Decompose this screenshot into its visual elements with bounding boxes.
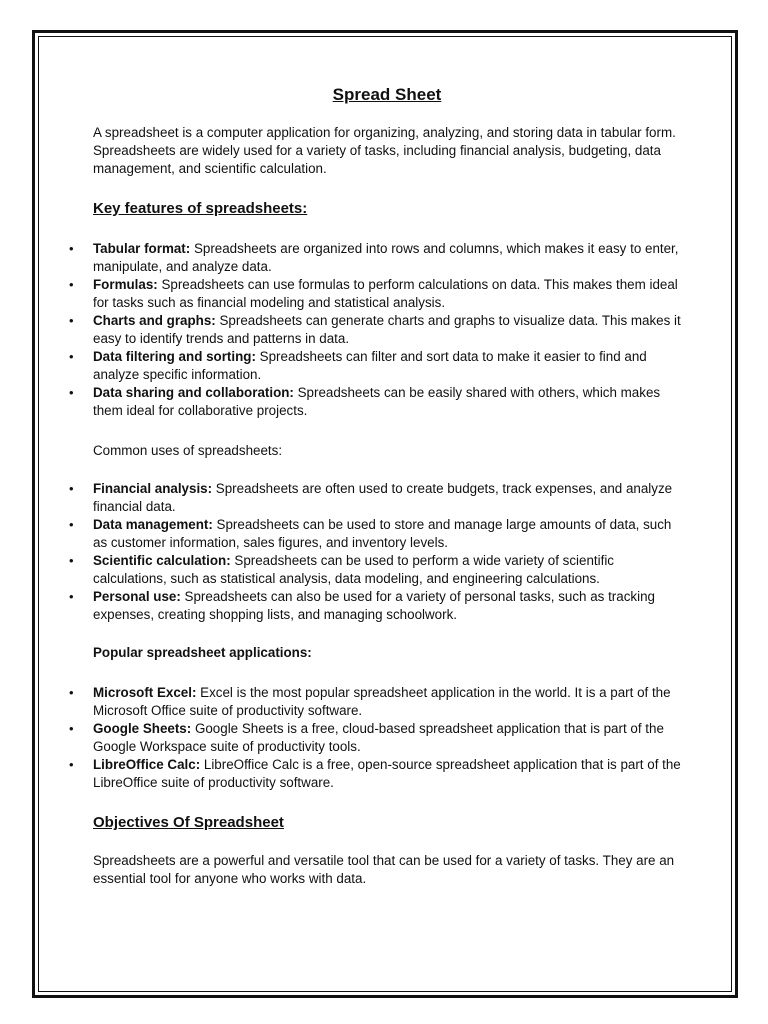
features-list: [69, 240, 681, 420]
apps-heading: Popular spreadsheet applications:: [93, 645, 312, 660]
bullet-icon: •: [69, 553, 74, 568]
item-text: Spreadsheets can also be used for a variety of personal tasks, such as tracking expenses, creating shopping lists, and managing schoolwork.: [93, 589, 655, 622]
list-item: [69, 516, 681, 552]
item-text: Spreadsheets are organized into rows and columns, which makes it easy to enter, manipulate, and analyze data.: [93, 241, 679, 274]
list-item: [69, 756, 681, 792]
bullet-icon: •: [69, 721, 74, 736]
list-item: [69, 588, 681, 624]
item-text: Spreadsheets can generate charts and graphs to visualize data. This makes it easy to identify trends and patterns in data.: [93, 313, 681, 346]
features-heading: Key features of spreadsheets:: [93, 200, 308, 217]
item-term: Data sharing and collaboration:: [93, 385, 294, 400]
uses-list: [69, 480, 681, 624]
bullet-icon: •: [69, 517, 74, 532]
bullet-icon: •: [69, 241, 74, 256]
apps-list: [69, 684, 681, 792]
list-item: [69, 348, 681, 384]
item-text: Spreadsheets can be used to store and manage large amounts of data, such as customer information, sales figures, and inventory levels.: [93, 517, 672, 550]
bullet-icon: •: [69, 685, 74, 700]
bullet-icon: •: [69, 313, 74, 328]
list-item: [69, 552, 681, 588]
item-term: Data management:: [93, 517, 213, 532]
item-text: Spreadsheets can be used to perform a wide variety of scientific calculations, such as statistical analysis, data modeling, and engineering calculations.: [93, 553, 614, 586]
list-item: [69, 720, 681, 756]
bullet-icon: •: [69, 589, 74, 604]
item-text: Spreadsheets can use formulas to perform calculations on data. This makes them ideal for tasks such as financial modeling and statistical analysis.: [93, 277, 678, 310]
bullet-icon: •: [69, 349, 74, 364]
uses-heading: Common uses of spreadsheets:: [93, 443, 283, 458]
item-text: Google Sheets is a free, cloud-based spreadsheet application that is part of the Google Workspace suite of productivity tools.: [93, 721, 664, 754]
item-term: Scientific calculation:: [93, 553, 231, 568]
objectives-heading: Objectives Of Spreadsheet: [93, 814, 284, 831]
item-term: LibreOffice Calc:: [93, 757, 201, 772]
item-text: Spreadsheets are often used to create budgets, track expenses, and analyze financial data.: [93, 481, 673, 514]
item-term: Tabular format:: [93, 241, 191, 256]
list-item: [69, 480, 681, 516]
item-text: Excel is the most popular spreadsheet application in the world. It is a part of the Microsoft Office suite of productivity software.: [93, 685, 671, 718]
intro-paragraph: A spreadsheet is a computer application for organizing, analyzing, and storing data in tabular form. Spreadsheets are widely used for a variety of tasks, including financial analysis, budgeting, data management, and scientific calculation.: [93, 125, 676, 176]
item-term: Personal use:: [93, 589, 181, 604]
item-term: Data filtering and sorting:: [93, 349, 256, 364]
bullet-icon: •: [69, 385, 74, 400]
list-item: [69, 384, 681, 420]
list-item: [69, 276, 681, 312]
item-text: LibreOffice Calc is a free, open-source spreadsheet application that is part of the LibreOffice suite of productivity software.: [93, 757, 681, 790]
document-title: Spread Sheet: [332, 85, 442, 104]
bullet-icon: •: [69, 757, 74, 772]
item-term: Charts and graphs:: [93, 313, 216, 328]
item-text: Spreadsheets can filter and sort data to make it easier to find and analyze specific information.: [93, 349, 647, 382]
item-term: Microsoft Excel:: [93, 685, 197, 700]
list-item: [69, 312, 681, 348]
list-item: [69, 684, 681, 720]
document-body: [69, 85, 681, 888]
item-term: Formulas:: [93, 277, 158, 292]
list-item: [69, 240, 681, 276]
objectives-paragraph: Spreadsheets are a powerful and versatile tool that can be used for a variety of tasks. They are an essential tool for anyone who works with data.: [93, 853, 675, 886]
bullet-icon: •: [69, 481, 74, 496]
item-term: Google Sheets:: [93, 721, 192, 736]
item-term: Financial analysis:: [93, 481, 213, 496]
bullet-icon: •: [69, 277, 74, 292]
item-text: Spreadsheets can be easily shared with others, which makes them ideal for collaborative projects.: [93, 385, 661, 418]
